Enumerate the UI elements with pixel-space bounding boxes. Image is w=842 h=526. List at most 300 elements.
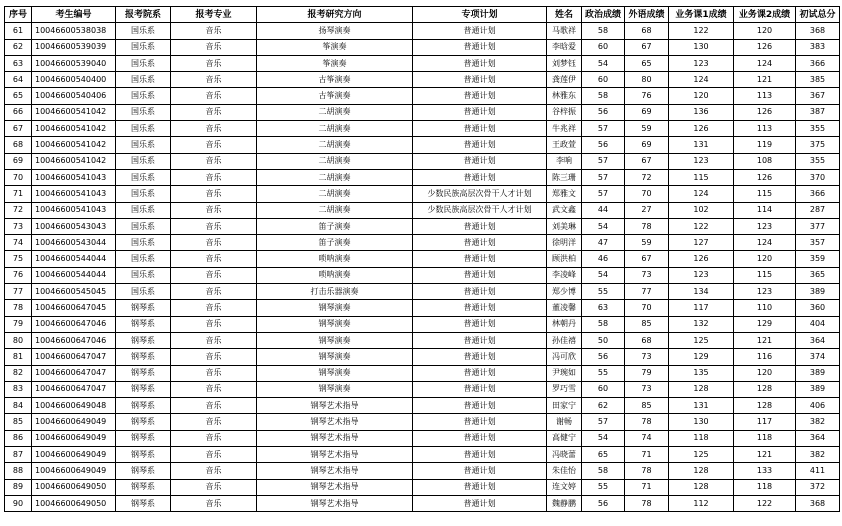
major-cell: 音乐 bbox=[171, 479, 257, 495]
candidate-id-cell: 10046600647045 bbox=[32, 300, 116, 316]
serial-cell: 81 bbox=[5, 349, 32, 365]
table-row bbox=[5, 414, 840, 430]
research-direction-cell: 打击乐器演奏 bbox=[257, 284, 413, 300]
subject2-score-cell: 126 bbox=[734, 39, 796, 55]
politics-score-cell: 63 bbox=[582, 300, 625, 316]
serial-cell: 78 bbox=[5, 300, 32, 316]
research-direction-cell: 二胡演奏 bbox=[257, 186, 413, 202]
total-score-cell: 357 bbox=[796, 235, 840, 251]
department-cell: 国乐系 bbox=[116, 284, 171, 300]
serial-cell: 70 bbox=[5, 169, 32, 185]
research-direction-cell: 古筝演奏 bbox=[257, 88, 413, 104]
research-direction-cell: 钢琴艺术指导 bbox=[257, 414, 413, 430]
serial-cell: 90 bbox=[5, 495, 32, 511]
subject2-score-cell: 120 bbox=[734, 365, 796, 381]
politics-score-cell: 56 bbox=[582, 495, 625, 511]
subject1-score-cell: 122 bbox=[669, 218, 734, 234]
politics-score-cell: 54 bbox=[582, 267, 625, 283]
serial-cell: 67 bbox=[5, 121, 32, 137]
name-cell: 田家宁 bbox=[547, 398, 582, 414]
special-plan-cell: 普通计划 bbox=[413, 88, 547, 104]
candidate-id-cell: 10046600649049 bbox=[32, 447, 116, 463]
foreign-language-score-cell: 73 bbox=[625, 349, 669, 365]
total-score-cell: 368 bbox=[796, 495, 840, 511]
department-cell: 钢琴系 bbox=[116, 365, 171, 381]
subject2-score-cell: 122 bbox=[734, 495, 796, 511]
table-row bbox=[5, 235, 840, 251]
foreign-language-score-cell: 27 bbox=[625, 202, 669, 218]
special-plan-cell: 普通计划 bbox=[413, 430, 547, 446]
research-direction-cell: 钢琴演奏 bbox=[257, 365, 413, 381]
research-direction-cell: 钢琴艺术指导 bbox=[257, 447, 413, 463]
department-cell: 国乐系 bbox=[116, 186, 171, 202]
foreign-language-score-cell: 67 bbox=[625, 251, 669, 267]
special-plan-cell: 普通计划 bbox=[413, 349, 547, 365]
foreign-language-score-cell: 78 bbox=[625, 218, 669, 234]
total-score-cell: 374 bbox=[796, 349, 840, 365]
subject2-score-cell: 115 bbox=[734, 267, 796, 283]
table-row bbox=[5, 121, 840, 137]
subject2-score-cell: 126 bbox=[734, 169, 796, 185]
serial-cell: 62 bbox=[5, 39, 32, 55]
candidate-id-cell: 10046600544044 bbox=[32, 251, 116, 267]
subject1-score-cell: 135 bbox=[669, 365, 734, 381]
politics-score-cell: 55 bbox=[582, 365, 625, 381]
subject1-score-cell: 118 bbox=[669, 430, 734, 446]
research-direction-cell: 筝演奏 bbox=[257, 55, 413, 71]
research-direction-cell: 二胡演奏 bbox=[257, 169, 413, 185]
foreign-language-score-cell: 78 bbox=[625, 495, 669, 511]
research-direction-cell: 二胡演奏 bbox=[257, 153, 413, 169]
subject2-score-cell: 113 bbox=[734, 88, 796, 104]
politics-score-cell: 56 bbox=[582, 349, 625, 365]
total-score-cell: 387 bbox=[796, 104, 840, 120]
department-cell: 国乐系 bbox=[116, 121, 171, 137]
total-score-cell: 355 bbox=[796, 153, 840, 169]
total-score-cell: 389 bbox=[796, 284, 840, 300]
major-cell: 音乐 bbox=[171, 349, 257, 365]
foreign-language-score-cell: 78 bbox=[625, 463, 669, 479]
politics-score-cell: 60 bbox=[582, 39, 625, 55]
subject1-score-cell: 125 bbox=[669, 447, 734, 463]
name-cell: 冯可欣 bbox=[547, 349, 582, 365]
subject2-score-cell: 126 bbox=[734, 104, 796, 120]
subject1-score-cell: 132 bbox=[669, 316, 734, 332]
candidate-id-cell: 10046600649049 bbox=[32, 430, 116, 446]
major-cell: 音乐 bbox=[171, 218, 257, 234]
name-cell: 罗巧雪 bbox=[547, 381, 582, 397]
subject1-score-cell: 130 bbox=[669, 39, 734, 55]
serial-cell: 76 bbox=[5, 267, 32, 283]
special-plan-cell: 普通计划 bbox=[413, 121, 547, 137]
special-plan-cell: 普通计划 bbox=[413, 235, 547, 251]
department-cell: 国乐系 bbox=[116, 235, 171, 251]
subject1-score-cell: 120 bbox=[669, 88, 734, 104]
candidate-id-cell: 10046600539040 bbox=[32, 55, 116, 71]
special-plan-cell: 普通计划 bbox=[413, 55, 547, 71]
candidate-id-cell: 10046600541042 bbox=[32, 153, 116, 169]
total-score-cell: 360 bbox=[796, 300, 840, 316]
total-score-cell: 411 bbox=[796, 463, 840, 479]
subject1-score-cell: 102 bbox=[669, 202, 734, 218]
serial-cell: 66 bbox=[5, 104, 32, 120]
subject1-score-cell: 136 bbox=[669, 104, 734, 120]
total-score-cell: 366 bbox=[796, 55, 840, 71]
department-cell: 钢琴系 bbox=[116, 316, 171, 332]
research-direction-cell: 二胡演奏 bbox=[257, 202, 413, 218]
major-cell: 音乐 bbox=[171, 414, 257, 430]
serial-cell: 77 bbox=[5, 284, 32, 300]
serial-cell: 72 bbox=[5, 202, 32, 218]
candidate-id-cell: 10046600647046 bbox=[32, 316, 116, 332]
major-cell: 音乐 bbox=[171, 463, 257, 479]
department-cell: 钢琴系 bbox=[116, 447, 171, 463]
subject2-score-cell: 121 bbox=[734, 72, 796, 88]
subject2-score-cell: 116 bbox=[734, 349, 796, 365]
special-plan-cell: 普通计划 bbox=[413, 169, 547, 185]
serial-cell: 65 bbox=[5, 88, 32, 104]
total-score-cell: 366 bbox=[796, 186, 840, 202]
candidate-id-cell: 10046600543044 bbox=[32, 235, 116, 251]
candidate-id-cell: 10046600649049 bbox=[32, 463, 116, 479]
politics-score-cell: 65 bbox=[582, 447, 625, 463]
foreign-language-score-cell: 73 bbox=[625, 381, 669, 397]
column-header: 专项计划 bbox=[413, 7, 547, 23]
name-cell: 徐明洋 bbox=[547, 235, 582, 251]
special-plan-cell: 普通计划 bbox=[413, 316, 547, 332]
subject1-score-cell: 124 bbox=[669, 186, 734, 202]
column-header: 考生编号 bbox=[32, 7, 116, 23]
name-cell: 董凌馨 bbox=[547, 300, 582, 316]
major-cell: 音乐 bbox=[171, 267, 257, 283]
foreign-language-score-cell: 67 bbox=[625, 39, 669, 55]
politics-score-cell: 60 bbox=[582, 72, 625, 88]
name-cell: 郑少博 bbox=[547, 284, 582, 300]
candidate-id-cell: 10046600544044 bbox=[32, 267, 116, 283]
politics-score-cell: 58 bbox=[582, 316, 625, 332]
department-cell: 国乐系 bbox=[116, 202, 171, 218]
special-plan-cell: 普通计划 bbox=[413, 398, 547, 414]
major-cell: 音乐 bbox=[171, 251, 257, 267]
total-score-cell: 385 bbox=[796, 72, 840, 88]
serial-cell: 64 bbox=[5, 72, 32, 88]
special-plan-cell: 普通计划 bbox=[413, 365, 547, 381]
candidate-id-cell: 10046600647047 bbox=[32, 349, 116, 365]
foreign-language-score-cell: 85 bbox=[625, 316, 669, 332]
table-row bbox=[5, 169, 840, 185]
serial-cell: 88 bbox=[5, 463, 32, 479]
foreign-language-score-cell: 73 bbox=[625, 267, 669, 283]
research-direction-cell: 钢琴艺术指导 bbox=[257, 398, 413, 414]
politics-score-cell: 54 bbox=[582, 55, 625, 71]
table-row bbox=[5, 218, 840, 234]
total-score-cell: 364 bbox=[796, 332, 840, 348]
subject1-score-cell: 117 bbox=[669, 300, 734, 316]
serial-cell: 68 bbox=[5, 137, 32, 153]
special-plan-cell: 普通计划 bbox=[413, 284, 547, 300]
table-row bbox=[5, 251, 840, 267]
research-direction-cell: 钢琴演奏 bbox=[257, 300, 413, 316]
subject2-score-cell: 114 bbox=[734, 202, 796, 218]
total-score-cell: 365 bbox=[796, 267, 840, 283]
subject2-score-cell: 133 bbox=[734, 463, 796, 479]
foreign-language-score-cell: 67 bbox=[625, 153, 669, 169]
candidate-id-cell: 10046600545045 bbox=[32, 284, 116, 300]
foreign-language-score-cell: 59 bbox=[625, 121, 669, 137]
research-direction-cell: 唢呐演奏 bbox=[257, 267, 413, 283]
research-direction-cell: 钢琴艺术指导 bbox=[257, 430, 413, 446]
total-score-cell: 372 bbox=[796, 479, 840, 495]
foreign-language-score-cell: 68 bbox=[625, 23, 669, 39]
major-cell: 音乐 bbox=[171, 235, 257, 251]
subject1-score-cell: 112 bbox=[669, 495, 734, 511]
candidate-id-cell: 10046600649049 bbox=[32, 414, 116, 430]
total-score-cell: 370 bbox=[796, 169, 840, 185]
major-cell: 音乐 bbox=[171, 137, 257, 153]
score-table bbox=[4, 6, 840, 512]
name-cell: 郑雅文 bbox=[547, 186, 582, 202]
subject2-score-cell: 128 bbox=[734, 381, 796, 397]
subject1-score-cell: 126 bbox=[669, 251, 734, 267]
department-cell: 国乐系 bbox=[116, 169, 171, 185]
foreign-language-score-cell: 72 bbox=[625, 169, 669, 185]
serial-cell: 83 bbox=[5, 381, 32, 397]
serial-cell: 61 bbox=[5, 23, 32, 39]
foreign-language-score-cell: 70 bbox=[625, 300, 669, 316]
total-score-cell: 359 bbox=[796, 251, 840, 267]
subject2-score-cell: 120 bbox=[734, 251, 796, 267]
name-cell: 马歌祥 bbox=[547, 23, 582, 39]
subject1-score-cell: 123 bbox=[669, 267, 734, 283]
column-header: 报考院系 bbox=[116, 7, 171, 23]
department-cell: 钢琴系 bbox=[116, 430, 171, 446]
subject1-score-cell: 130 bbox=[669, 414, 734, 430]
table-row bbox=[5, 186, 840, 202]
special-plan-cell: 普通计划 bbox=[413, 447, 547, 463]
research-direction-cell: 二胡演奏 bbox=[257, 104, 413, 120]
major-cell: 音乐 bbox=[171, 104, 257, 120]
column-header: 政治成绩 bbox=[582, 7, 625, 23]
candidate-id-cell: 10046600647046 bbox=[32, 332, 116, 348]
table-row bbox=[5, 447, 840, 463]
column-header: 报考专业 bbox=[171, 7, 257, 23]
table-row bbox=[5, 300, 840, 316]
name-cell: 朱佳怡 bbox=[547, 463, 582, 479]
politics-score-cell: 57 bbox=[582, 153, 625, 169]
research-direction-cell: 二胡演奏 bbox=[257, 137, 413, 153]
total-score-cell: 364 bbox=[796, 430, 840, 446]
table-row bbox=[5, 381, 840, 397]
major-cell: 音乐 bbox=[171, 398, 257, 414]
politics-score-cell: 50 bbox=[582, 332, 625, 348]
special-plan-cell: 普通计划 bbox=[413, 495, 547, 511]
serial-cell: 80 bbox=[5, 332, 32, 348]
research-direction-cell: 唢呐演奏 bbox=[257, 251, 413, 267]
name-cell: 陈三珊 bbox=[547, 169, 582, 185]
major-cell: 音乐 bbox=[171, 365, 257, 381]
serial-cell: 86 bbox=[5, 430, 32, 446]
name-cell: 牛兆祥 bbox=[547, 121, 582, 137]
subject1-score-cell: 128 bbox=[669, 381, 734, 397]
table-row bbox=[5, 284, 840, 300]
research-direction-cell: 钢琴演奏 bbox=[257, 381, 413, 397]
department-cell: 钢琴系 bbox=[116, 381, 171, 397]
department-cell: 钢琴系 bbox=[116, 495, 171, 511]
foreign-language-score-cell: 68 bbox=[625, 332, 669, 348]
candidate-id-cell: 10046600649050 bbox=[32, 479, 116, 495]
politics-score-cell: 56 bbox=[582, 104, 625, 120]
name-cell: 冯晓蕾 bbox=[547, 447, 582, 463]
major-cell: 音乐 bbox=[171, 169, 257, 185]
special-plan-cell: 普通计划 bbox=[413, 251, 547, 267]
table-row bbox=[5, 137, 840, 153]
table-row bbox=[5, 430, 840, 446]
foreign-language-score-cell: 80 bbox=[625, 72, 669, 88]
research-direction-cell: 扬琴演奏 bbox=[257, 23, 413, 39]
table-row bbox=[5, 495, 840, 511]
department-cell: 钢琴系 bbox=[116, 479, 171, 495]
foreign-language-score-cell: 71 bbox=[625, 447, 669, 463]
foreign-language-score-cell: 74 bbox=[625, 430, 669, 446]
name-cell: 连文婷 bbox=[547, 479, 582, 495]
department-cell: 国乐系 bbox=[116, 153, 171, 169]
name-cell: 刘美琳 bbox=[547, 218, 582, 234]
subject1-score-cell: 122 bbox=[669, 23, 734, 39]
table-row bbox=[5, 479, 840, 495]
department-cell: 国乐系 bbox=[116, 104, 171, 120]
subject2-score-cell: 123 bbox=[734, 284, 796, 300]
special-plan-cell: 普通计划 bbox=[413, 332, 547, 348]
research-direction-cell: 钢琴艺术指导 bbox=[257, 495, 413, 511]
major-cell: 音乐 bbox=[171, 300, 257, 316]
foreign-language-score-cell: 65 bbox=[625, 55, 669, 71]
table-row bbox=[5, 332, 840, 348]
table-row bbox=[5, 153, 840, 169]
table-row bbox=[5, 365, 840, 381]
serial-cell: 75 bbox=[5, 251, 32, 267]
name-cell: 林雅东 bbox=[547, 88, 582, 104]
table-row bbox=[5, 398, 840, 414]
department-cell: 国乐系 bbox=[116, 88, 171, 104]
research-direction-cell: 钢琴艺术指导 bbox=[257, 479, 413, 495]
major-cell: 音乐 bbox=[171, 202, 257, 218]
foreign-language-score-cell: 79 bbox=[625, 365, 669, 381]
major-cell: 音乐 bbox=[171, 55, 257, 71]
serial-cell: 85 bbox=[5, 414, 32, 430]
foreign-language-score-cell: 69 bbox=[625, 137, 669, 153]
candidate-id-cell: 10046600541043 bbox=[32, 169, 116, 185]
total-score-cell: 382 bbox=[796, 447, 840, 463]
table-row bbox=[5, 72, 840, 88]
department-cell: 钢琴系 bbox=[116, 463, 171, 479]
subject2-score-cell: 110 bbox=[734, 300, 796, 316]
subject2-score-cell: 123 bbox=[734, 218, 796, 234]
subject1-score-cell: 124 bbox=[669, 72, 734, 88]
major-cell: 音乐 bbox=[171, 430, 257, 446]
name-cell: 武文鑫 bbox=[547, 202, 582, 218]
score-table-container bbox=[4, 6, 840, 512]
total-score-cell: 383 bbox=[796, 39, 840, 55]
subject1-score-cell: 123 bbox=[669, 153, 734, 169]
total-score-cell: 377 bbox=[796, 218, 840, 234]
subject2-score-cell: 129 bbox=[734, 316, 796, 332]
special-plan-cell: 普通计划 bbox=[413, 479, 547, 495]
major-cell: 音乐 bbox=[171, 186, 257, 202]
foreign-language-score-cell: 69 bbox=[625, 104, 669, 120]
serial-cell: 73 bbox=[5, 218, 32, 234]
serial-cell: 69 bbox=[5, 153, 32, 169]
special-plan-cell: 普通计划 bbox=[413, 104, 547, 120]
research-direction-cell: 古筝演奏 bbox=[257, 72, 413, 88]
subject2-score-cell: 117 bbox=[734, 414, 796, 430]
subject2-score-cell: 118 bbox=[734, 430, 796, 446]
candidate-id-cell: 10046600543043 bbox=[32, 218, 116, 234]
special-plan-cell: 普通计划 bbox=[413, 381, 547, 397]
table-row bbox=[5, 316, 840, 332]
major-cell: 音乐 bbox=[171, 447, 257, 463]
politics-score-cell: 55 bbox=[582, 284, 625, 300]
subject2-score-cell: 118 bbox=[734, 479, 796, 495]
candidate-id-cell: 10046600541042 bbox=[32, 121, 116, 137]
table-body bbox=[5, 23, 840, 512]
subject2-score-cell: 113 bbox=[734, 121, 796, 137]
department-cell: 国乐系 bbox=[116, 39, 171, 55]
serial-cell: 89 bbox=[5, 479, 32, 495]
department-cell: 国乐系 bbox=[116, 218, 171, 234]
subject2-score-cell: 115 bbox=[734, 186, 796, 202]
subject2-score-cell: 128 bbox=[734, 398, 796, 414]
name-cell: 龚莲伊 bbox=[547, 72, 582, 88]
serial-cell: 82 bbox=[5, 365, 32, 381]
candidate-id-cell: 10046600541042 bbox=[32, 137, 116, 153]
major-cell: 音乐 bbox=[171, 316, 257, 332]
department-cell: 钢琴系 bbox=[116, 414, 171, 430]
name-cell: 谷梓振 bbox=[547, 104, 582, 120]
research-direction-cell: 钢琴艺术指导 bbox=[257, 463, 413, 479]
major-cell: 音乐 bbox=[171, 153, 257, 169]
politics-score-cell: 55 bbox=[582, 479, 625, 495]
serial-cell: 79 bbox=[5, 316, 32, 332]
politics-score-cell: 47 bbox=[582, 235, 625, 251]
research-direction-cell: 笛子演奏 bbox=[257, 218, 413, 234]
subject2-score-cell: 124 bbox=[734, 55, 796, 71]
department-cell: 钢琴系 bbox=[116, 300, 171, 316]
table-row bbox=[5, 39, 840, 55]
total-score-cell: 287 bbox=[796, 202, 840, 218]
major-cell: 音乐 bbox=[171, 39, 257, 55]
column-header: 业务课1成绩 bbox=[669, 7, 734, 23]
name-cell: 林朝丹 bbox=[547, 316, 582, 332]
department-cell: 国乐系 bbox=[116, 72, 171, 88]
special-plan-cell: 少数民族高层次骨干人才计划 bbox=[413, 186, 547, 202]
research-direction-cell: 筝演奏 bbox=[257, 39, 413, 55]
table-row bbox=[5, 55, 840, 71]
politics-score-cell: 44 bbox=[582, 202, 625, 218]
research-direction-cell: 笛子演奏 bbox=[257, 235, 413, 251]
special-plan-cell: 普通计划 bbox=[413, 414, 547, 430]
candidate-id-cell: 10046600540400 bbox=[32, 72, 116, 88]
subject2-score-cell: 108 bbox=[734, 153, 796, 169]
major-cell: 音乐 bbox=[171, 332, 257, 348]
subject2-score-cell: 121 bbox=[734, 332, 796, 348]
subject1-score-cell: 127 bbox=[669, 235, 734, 251]
major-cell: 音乐 bbox=[171, 495, 257, 511]
name-cell: 李响 bbox=[547, 153, 582, 169]
department-cell: 钢琴系 bbox=[116, 398, 171, 414]
table-row bbox=[5, 104, 840, 120]
major-cell: 音乐 bbox=[171, 88, 257, 104]
major-cell: 音乐 bbox=[171, 381, 257, 397]
